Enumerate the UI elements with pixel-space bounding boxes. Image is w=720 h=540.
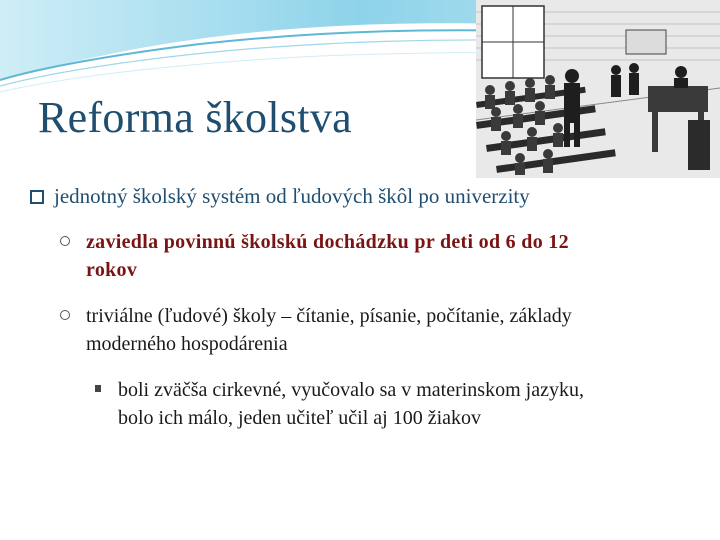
bullet-level3-text: boli zväčša cirkevné, vyučovalo sa v materinskom jazyku, bolo ich málo, jeden učiteľ učil aj 100 žiakov — [118, 379, 584, 429]
circle-bullet-icon — [60, 310, 70, 320]
bullet-level2-compulsory-text: zaviedla povinnú školskú dochádzku pr deti od 6 do 12 rokov — [86, 231, 569, 281]
square-bullet-icon — [30, 190, 44, 204]
bullet-level2-compulsory — [60, 228, 690, 284]
slide-title: Reforma školstva — [38, 93, 352, 142]
bullet-level3-church-schools — [95, 376, 695, 432]
bullet-level2-trivial-schools-text: triviálne (ľudové) školy – čítanie, písanie, počítanie, základy moderného hospodárenia — [86, 305, 572, 355]
bullet-level1-text: jednotný školský systém od ľudových škôl po univerzity — [54, 184, 530, 208]
classroom-illustration — [476, 0, 720, 178]
bullet-level1 — [30, 182, 690, 210]
bullet-level2-trivial-schools — [60, 302, 690, 358]
square-small-bullet-icon — [95, 385, 101, 392]
circle-bullet-icon — [60, 236, 70, 246]
